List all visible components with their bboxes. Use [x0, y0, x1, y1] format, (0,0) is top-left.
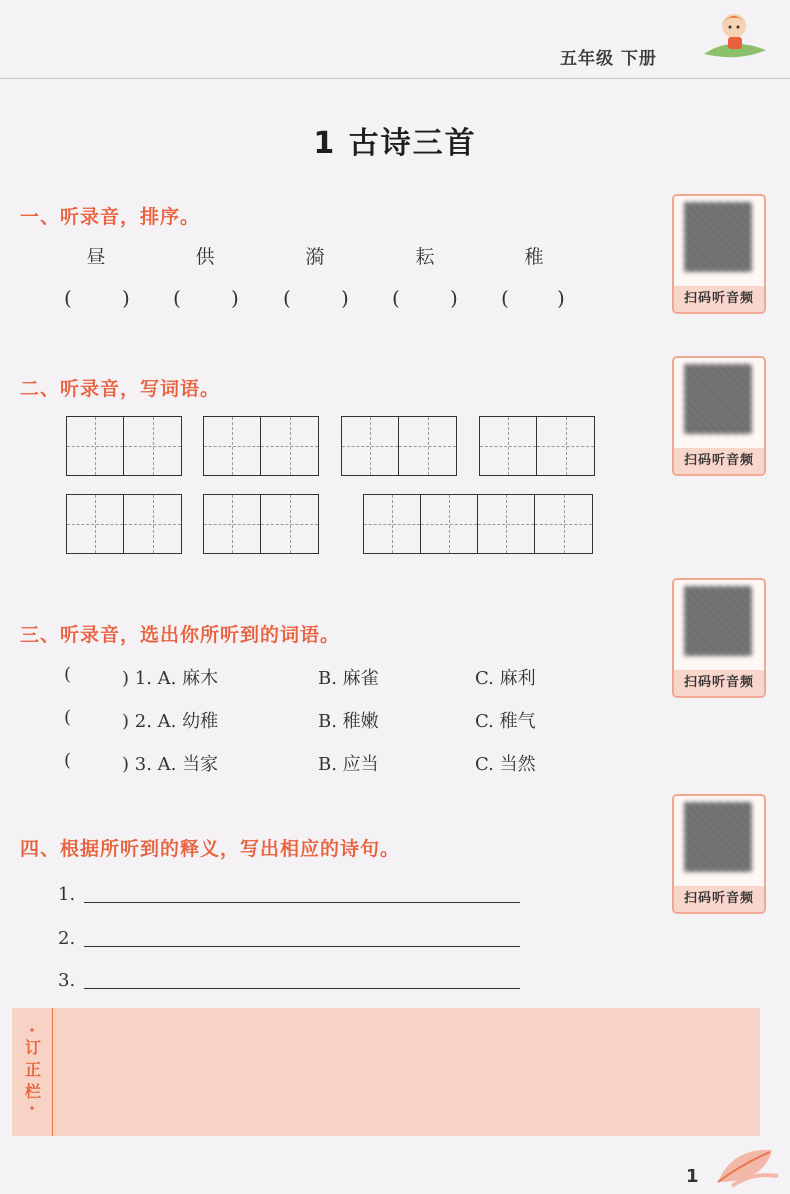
qr-card-4[interactable]: [672, 794, 766, 914]
poem-answer-line-2[interactable]: [84, 946, 520, 947]
choice-paren-2: (: [64, 707, 72, 728]
qr-label: 扫码听音频: [674, 448, 764, 474]
char-5: 稚: [524, 246, 544, 268]
choice-row-1-b: B. 麻雀: [318, 668, 379, 689]
char-1: 昼: [86, 246, 106, 268]
section-3-heading: 三、听录音，选出你所听到的词语。: [20, 624, 341, 646]
qr-code-icon: [684, 802, 752, 872]
choice-paren-3: (: [64, 750, 72, 771]
poem-line-number-1: 1.: [58, 884, 76, 905]
answer-paren-close-5: ): [557, 286, 565, 310]
char-2: 供: [195, 246, 215, 268]
page-title: 1 古诗三首: [313, 126, 477, 161]
grid-cell[interactable]: [535, 495, 592, 553]
grid-cell[interactable]: [67, 495, 124, 553]
choice-row-1-c: C. 麻利: [475, 668, 536, 689]
writing-grid-4[interactable]: [479, 416, 595, 476]
choice-row-2-a: ) 2. A. 幼稚: [122, 711, 219, 732]
answer-paren-close-4: ): [450, 286, 458, 310]
answer-paren-open-3: (: [283, 286, 291, 310]
writing-grid-3[interactable]: [341, 416, 457, 476]
correction-label: ·订正栏·: [22, 1026, 42, 1118]
answer-paren-open-2: (: [173, 286, 181, 310]
grid-cell[interactable]: [478, 495, 535, 553]
choice-row-1-a: ) 1. A. 麻木: [122, 668, 219, 689]
correction-area[interactable]: [12, 1008, 760, 1136]
grid-cell[interactable]: [537, 417, 594, 475]
grid-cell[interactable]: [261, 495, 318, 553]
char-3: 漪: [305, 246, 325, 268]
grid-cell[interactable]: [124, 417, 181, 475]
qr-label: 扫码听音频: [674, 286, 764, 312]
grid-cell[interactable]: [204, 495, 261, 553]
poem-answer-line-3[interactable]: [84, 988, 520, 989]
section-1-heading: 一、听录音，排序。: [20, 206, 201, 228]
qr-card-2[interactable]: [672, 356, 766, 476]
poem-line-number-2: 2.: [58, 928, 76, 949]
header-divider: [0, 78, 790, 79]
section-4-heading: 四、根据所听到的释义，写出相应的诗句。: [20, 838, 401, 860]
qr-card-3[interactable]: [672, 578, 766, 698]
grid-cell[interactable]: [364, 495, 421, 553]
grid-cell[interactable]: [421, 495, 478, 553]
choice-row-3-a: ) 3. A. 当家: [122, 754, 219, 775]
qr-label: 扫码听音频: [674, 670, 764, 696]
grid-cell[interactable]: [124, 495, 181, 553]
writing-grid-2[interactable]: [203, 416, 319, 476]
correction-label-box: [12, 1008, 53, 1136]
choice-row-2-b: B. 稚嫩: [318, 711, 379, 732]
writing-grid-1[interactable]: [66, 416, 182, 476]
choice-paren-1: (: [64, 664, 72, 685]
answer-paren-open-4: (: [392, 286, 400, 310]
answer-paren-close-3: ): [341, 286, 349, 310]
qr-code-icon: [684, 586, 752, 656]
answer-paren-open-1: (: [64, 286, 72, 310]
char-4: 耘: [415, 246, 435, 268]
writing-grid-5[interactable]: [66, 494, 182, 554]
qr-code-icon: [684, 364, 752, 434]
mascot-icon: [700, 6, 770, 62]
writing-grid-7[interactable]: [363, 494, 593, 554]
qr-code-icon: [684, 202, 752, 272]
grid-cell[interactable]: [399, 417, 456, 475]
grid-cell[interactable]: [480, 417, 537, 475]
grid-cell[interactable]: [261, 417, 318, 475]
choice-row-2-c: C. 稚气: [475, 711, 536, 732]
leaf-decoration-icon: [712, 1142, 782, 1190]
page-number: 1: [686, 1166, 699, 1187]
header-grade: 五年级 下册: [560, 49, 657, 69]
answer-paren-close-1: ): [122, 286, 130, 310]
grid-cell[interactable]: [204, 417, 261, 475]
qr-label: 扫码听音频: [674, 886, 764, 912]
answer-paren-open-5: (: [501, 286, 509, 310]
section-2-heading: 二、听录音，写词语。: [20, 378, 221, 400]
choice-row-3-b: B. 应当: [318, 754, 379, 775]
grid-cell[interactable]: [67, 417, 124, 475]
answer-paren-close-2: ): [231, 286, 239, 310]
qr-card-1[interactable]: [672, 194, 766, 314]
choice-row-3-c: C. 当然: [475, 754, 536, 775]
writing-grid-6[interactable]: [203, 494, 319, 554]
poem-line-number-3: 3.: [58, 970, 76, 991]
grid-cell[interactable]: [342, 417, 399, 475]
poem-answer-line-1[interactable]: [84, 902, 520, 903]
